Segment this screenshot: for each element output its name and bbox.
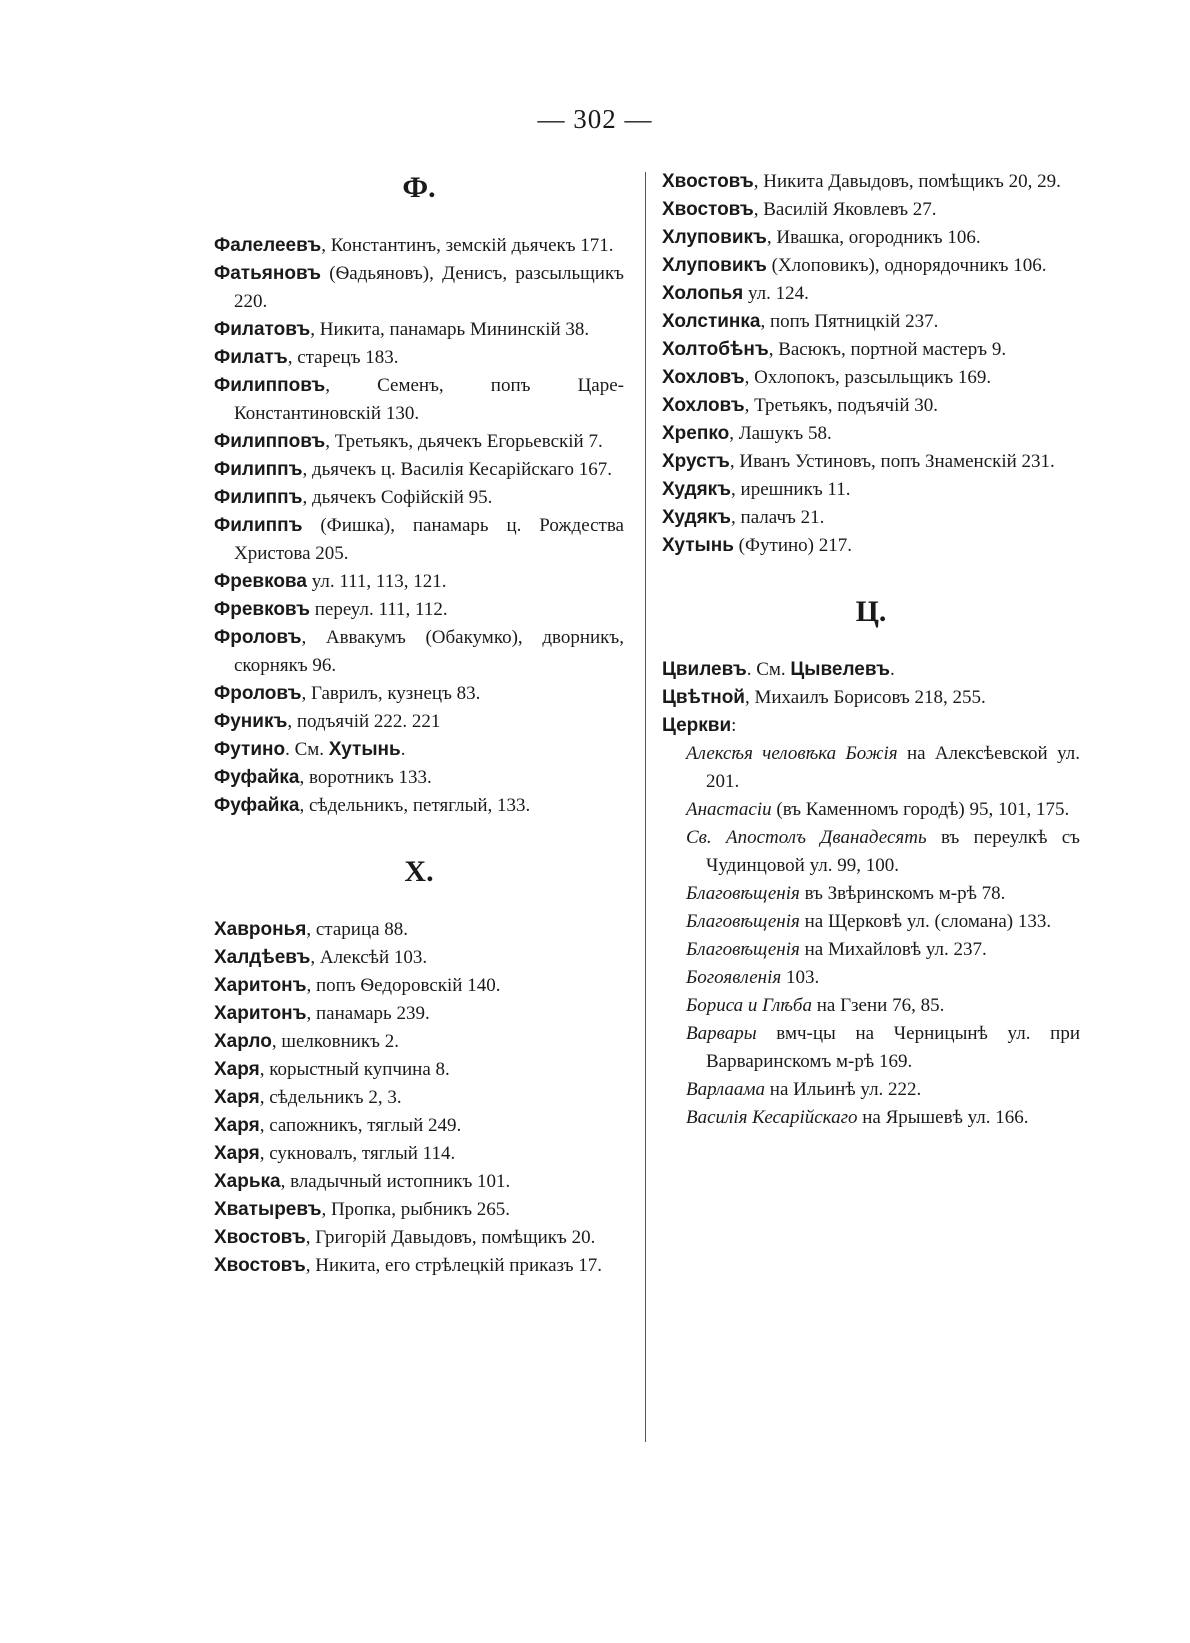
- index-entry: [214, 484, 624, 512]
- church-name: Варлаама: [686, 1079, 766, 1100]
- entry-text: , Аввакумъ (Обакумко), дворникъ, скорнякъ 96.: [234, 627, 624, 676]
- entry-headword: Харло: [214, 1031, 272, 1052]
- entry-text: , сѣдельникъ, петяглый, 133.: [299, 795, 531, 816]
- entry-headword: Фроловъ: [214, 627, 302, 648]
- entry-headword: Фревковъ: [214, 599, 310, 620]
- index-entry: [214, 1140, 624, 1168]
- entry-headword: Хрепко: [662, 423, 730, 444]
- letter-spacer: [662, 632, 1080, 656]
- entry-headword: Хвостовъ: [214, 1227, 306, 1248]
- entry-headword: Фревкова: [214, 571, 307, 592]
- church-name: Благовѣщенія: [686, 883, 800, 904]
- index-entry: [662, 656, 1080, 684]
- index-entry: [662, 308, 1080, 336]
- church-entry: [662, 992, 1080, 1020]
- entry-headword: Фалелеевъ: [214, 235, 322, 256]
- church-entry: [662, 824, 1080, 880]
- church-text: на Гзени 76, 85.: [811, 995, 945, 1016]
- entry-text: , подъячій 222. 221: [287, 711, 441, 732]
- entry-text: , Алексѣй 103.: [310, 947, 428, 968]
- church-entry: [662, 740, 1080, 796]
- church-text: 103.: [781, 967, 820, 988]
- entry-headword: Харя: [214, 1115, 260, 1136]
- entry-headword: Церкви: [662, 715, 732, 736]
- entry-text: . См.: [285, 739, 329, 760]
- entry-headword: Филиппъ: [214, 515, 303, 536]
- church-text: въ Звѣринскомъ м-рѣ 78.: [799, 883, 1006, 904]
- entry-headword: Фуфайка: [214, 767, 300, 788]
- entry-headword: Харитонъ: [214, 975, 307, 996]
- index-entry: [214, 1056, 624, 1084]
- entry-headword: Фроловъ: [214, 683, 302, 704]
- church-name: Благовѣщенія: [686, 911, 800, 932]
- entry-text: , Никита Давыдовъ, помѣщикъ 20, 29.: [753, 171, 1061, 192]
- church-name: Василія Кесарійскаго: [686, 1107, 858, 1128]
- entry-text: , Семенъ, попъ Царе-Константиновскій 130.: [234, 375, 624, 424]
- index-entry: [662, 280, 1080, 308]
- church-text: въ переулкѣ съ Чудинцовой ул. 99, 100.: [706, 827, 1080, 876]
- index-entry: [214, 708, 624, 736]
- entry-text: , дьячекъ ц. Василія Кесарійскаго 167.: [302, 459, 612, 480]
- church-text: на Ярышевѣ ул. 166.: [857, 1107, 1029, 1128]
- index-entry: [662, 392, 1080, 420]
- entry-headword: Харя: [214, 1059, 260, 1080]
- church-name: Благовѣщенія: [686, 939, 800, 960]
- entry-headword: Хлуповикъ: [662, 227, 767, 248]
- entry-text: , Третьякъ, дьячекъ Егорьевскій 7.: [325, 431, 603, 452]
- entry-text: , сѣдельникъ 2, 3.: [259, 1087, 402, 1108]
- church-entry: [662, 1076, 1080, 1104]
- entry-headword: Хрустъ: [662, 451, 730, 472]
- index-entry: [214, 1196, 624, 1224]
- church-entry: [662, 1020, 1080, 1076]
- section-letter: Ф.: [402, 171, 436, 204]
- entry-headword: Холтобѣнъ: [662, 339, 769, 360]
- entry-headword: Хутынь: [662, 535, 734, 556]
- index-entry: [214, 736, 624, 764]
- index-entry: [214, 1028, 624, 1056]
- entry-text: , владычный истопникъ 101.: [280, 1171, 511, 1192]
- entry-headword: Хохловъ: [662, 395, 745, 416]
- index-entry: [214, 316, 624, 344]
- section-spacer: [214, 820, 624, 852]
- entry-cross-reference: Хутынь: [328, 739, 401, 760]
- entry-text: переул. 111, 112.: [310, 599, 448, 620]
- entry-text: , ирешникъ 11.: [731, 479, 851, 500]
- church-text: на Михайловѣ ул. 237.: [799, 939, 987, 960]
- entry-text: (Фишка), панамарь ц. Рождества Христова 205.: [234, 515, 624, 564]
- church-name: Св. Апостолъ Дванадесять: [686, 827, 927, 848]
- entry-headword: Халдѣевъ: [214, 947, 311, 968]
- entry-text: ул. 111, 113, 121.: [306, 571, 447, 592]
- entry-headword: Хвостовъ: [662, 199, 754, 220]
- entry-headword: Хавронья: [214, 919, 307, 940]
- entry-cross-reference: Цывелевъ: [790, 659, 890, 680]
- index-entry: [662, 364, 1080, 392]
- entry-headword: Филатовъ: [214, 319, 311, 340]
- index-entry: [214, 260, 624, 316]
- index-entry: [662, 336, 1080, 364]
- entry-headword: Фуфайка: [214, 795, 300, 816]
- section-letter: Х.: [404, 855, 434, 888]
- entry-headword: Худякъ: [662, 479, 732, 500]
- entry-headword: Цвѣтной: [662, 687, 745, 708]
- church-name: Анастасіи: [686, 799, 772, 820]
- entry-text: , дьячекъ Софійскій 95.: [302, 487, 493, 508]
- entry-headword: Филатъ: [214, 347, 288, 368]
- index-entry: [214, 568, 624, 596]
- index-entry: [214, 680, 624, 708]
- church-text: на Алексѣевской ул. 201.: [706, 743, 1080, 792]
- index-entry: [662, 420, 1080, 448]
- entry-text: , Константинъ, земскій дьячекъ 171.: [321, 235, 614, 256]
- entry-text: (Ѳадьяновъ), Денисъ, разсыльщикъ 220.: [234, 263, 624, 312]
- entry-text: , сапожникъ, тяглый 249.: [259, 1115, 462, 1136]
- entry-headword: Филиппъ: [214, 487, 303, 508]
- entry-text: , Гаврилъ, кузнецъ 83.: [301, 683, 481, 704]
- index-entry: [214, 372, 624, 428]
- entry-headword: Фуникъ: [214, 711, 288, 732]
- index-entry: [662, 476, 1080, 504]
- church-name: Богоявленія: [686, 967, 782, 988]
- entry-headword: Харя: [214, 1143, 260, 1164]
- entry-headword: Хвостовъ: [214, 1255, 306, 1276]
- entry-text: :: [731, 715, 737, 736]
- index-entry: [214, 764, 624, 792]
- page-number: — 302 —: [537, 104, 653, 134]
- entry-headword: Фатьяновъ: [214, 263, 321, 284]
- entry-headword: Холопья: [662, 283, 744, 304]
- entry-text: , Иванъ Устиновъ, попъ Знаменскій 231.: [729, 451, 1055, 472]
- entry-headword: Худякъ: [662, 507, 732, 528]
- entry-text: , Пропка, рыбникъ 265.: [321, 1199, 511, 1220]
- entry-text: , шелковникъ 2.: [271, 1031, 399, 1052]
- entry-text: , Никита, его стрѣлецкій приказъ 17.: [305, 1255, 603, 1276]
- entry-end: .: [889, 659, 895, 680]
- entry-text: , Григорій Давыдовъ, помѣщикъ 20.: [305, 1227, 596, 1248]
- church-entry: [662, 908, 1080, 936]
- section-spacer: [662, 560, 1080, 592]
- entry-headword: Хвостовъ: [662, 171, 754, 192]
- entry-headword: Футино: [214, 739, 286, 760]
- entry-text: , Третьякъ, подъячій 30.: [744, 395, 939, 416]
- entry-text: , воротникъ 133.: [299, 767, 432, 788]
- church-entry: [662, 1104, 1080, 1132]
- entry-text: , Никита, панамарь Мининскій 38.: [310, 319, 590, 340]
- entry-headword: Цвилевъ: [662, 659, 747, 680]
- right-column: [662, 168, 1080, 1132]
- entry-text: , Охлопокъ, разсыльщикъ 169.: [744, 367, 992, 388]
- index-entry: [214, 972, 624, 1000]
- entry-text: ул. 124.: [743, 283, 809, 304]
- index-entry: [214, 1000, 624, 1028]
- index-entry: [214, 624, 624, 680]
- church-text: на Ильинѣ ул. 222.: [765, 1079, 922, 1100]
- index-entry: [214, 1084, 624, 1112]
- church-entry: [662, 936, 1080, 964]
- entry-text: , Михаилъ Борисовъ 218, 255.: [744, 687, 986, 708]
- index-entry: [214, 916, 624, 944]
- index-entry: [214, 1252, 624, 1280]
- left-column: [214, 168, 624, 1280]
- index-entry: [214, 428, 624, 456]
- index-entry: [662, 224, 1080, 252]
- entry-text: , Лашукъ 58.: [729, 423, 832, 444]
- entry-text: , палачъ 21.: [731, 507, 825, 528]
- index-entry: [214, 1112, 624, 1140]
- entry-text: , старица 88.: [306, 919, 409, 940]
- index-entry: [662, 448, 1080, 476]
- index-entry: [214, 344, 624, 372]
- entry-headword: Филиппъ: [214, 459, 303, 480]
- index-entry: [214, 792, 624, 820]
- church-text: на Щерковѣ ул. (сломана) 133.: [799, 911, 1052, 932]
- entry-headword: Харитонъ: [214, 1003, 307, 1024]
- entry-text: , попъ Ѳедоровскій 140.: [306, 975, 501, 996]
- entry-headword: Филипповъ: [214, 375, 326, 396]
- entry-end: .: [400, 739, 406, 760]
- section-letter: Ц.: [855, 595, 887, 628]
- entry-headword: Харька: [214, 1171, 281, 1192]
- entry-text: , панамарь 239.: [306, 1003, 430, 1024]
- index-entry: [214, 596, 624, 624]
- entry-text: , Ивашка, огородникъ 106.: [766, 227, 981, 248]
- index-entry: [662, 684, 1080, 712]
- church-text: (въ Каменномъ городѣ) 95, 101, 175.: [771, 799, 1070, 820]
- entry-headword: Харя: [214, 1087, 260, 1108]
- church-entry: [662, 964, 1080, 992]
- entry-text: , старецъ 183.: [287, 347, 399, 368]
- index-entry: [214, 1168, 624, 1196]
- entry-text: , Васюкъ, портной мастеръ 9.: [768, 339, 1007, 360]
- entry-text: , сукновалъ, тяглый 114.: [259, 1143, 456, 1164]
- index-entry: [662, 196, 1080, 224]
- entry-text: (Хлоповикъ), однорядочникъ 106.: [766, 255, 1047, 276]
- index-entry: [662, 168, 1080, 196]
- entry-headword: Хватыревъ: [214, 1199, 322, 1220]
- column-divider: [645, 172, 646, 1442]
- index-entry: [662, 504, 1080, 532]
- entry-headword: Хохловъ: [662, 367, 745, 388]
- entry-text: , попъ Пятницкій 237.: [760, 311, 939, 332]
- index-entry: [214, 1224, 624, 1252]
- index-entry: [214, 944, 624, 972]
- index-entry: [214, 512, 624, 568]
- entry-headword: Хлуповикъ: [662, 255, 767, 276]
- index-entry: [662, 712, 1080, 740]
- letter-spacer: [214, 208, 624, 232]
- church-name: Бориса и Глѣба: [686, 995, 812, 1016]
- entry-text: , корыстный купчина 8.: [259, 1059, 450, 1080]
- church-entry: [662, 880, 1080, 908]
- entry-headword: Филипповъ: [214, 431, 326, 452]
- entry-headword: Холстинка: [662, 311, 761, 332]
- index-entry: [214, 232, 624, 260]
- index-entry: [662, 252, 1080, 280]
- entry-text: , Василій Яковлевъ 27.: [753, 199, 937, 220]
- church-text: вмч-цы на Черницынѣ ул. при Варваринскомъ м-рѣ 169.: [706, 1023, 1080, 1072]
- church-entry: [662, 796, 1080, 824]
- entry-text: . См.: [746, 659, 791, 680]
- church-name: Алексѣя человѣка Божія: [686, 743, 898, 764]
- letter-spacer: [214, 892, 624, 916]
- index-entry: [662, 532, 1080, 560]
- index-entry: [214, 456, 624, 484]
- entry-text: (Футино) 217.: [733, 535, 852, 556]
- church-name: Варвары: [686, 1023, 757, 1044]
